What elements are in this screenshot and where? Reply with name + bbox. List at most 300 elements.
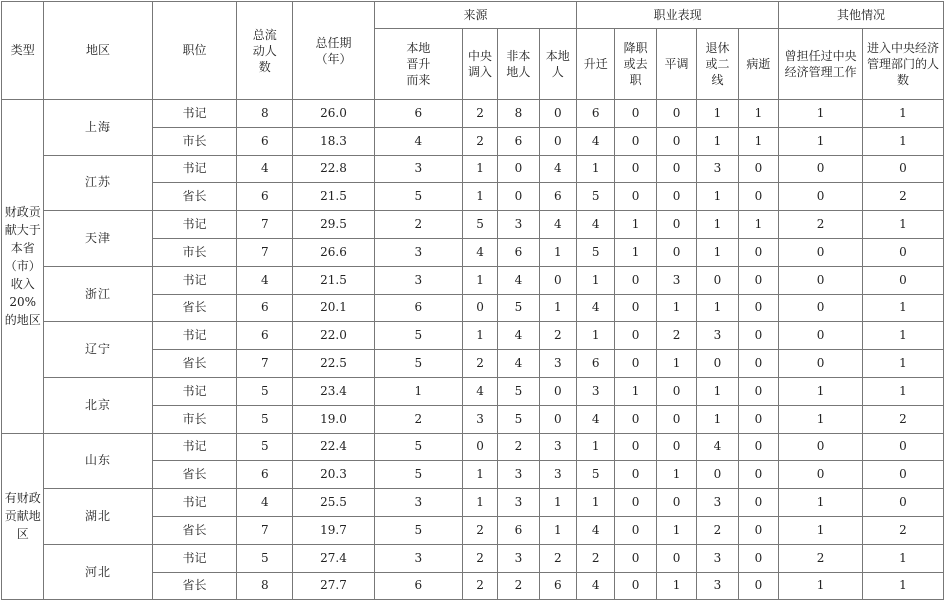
data-cell: 2 [697,516,738,544]
region-cell: 北京 [44,377,152,433]
position-cell: 省长 [152,461,237,489]
data-cell: 22.4 [293,433,375,461]
data-cell: 1 [697,211,738,239]
to-central-econ-label: 进入中央经济管理部门的人数 [867,41,940,87]
data-cell: 0 [738,461,778,489]
data-cell: 4 [462,377,497,405]
data-cell: 0 [738,489,778,517]
data-cell: 0 [539,405,576,433]
data-cell: 0 [779,350,863,378]
data-cell: 0 [863,238,944,266]
data-cell: 19.7 [293,516,375,544]
data-cell: 0 [656,183,696,211]
data-cell: 1 [779,572,863,600]
col-header-retired [697,29,738,100]
position-cell: 书记 [152,377,237,405]
data-cell: 1 [462,155,497,183]
data-cell: 0 [462,294,497,322]
data-cell: 7 [237,238,293,266]
data-cell: 0 [615,572,656,600]
data-cell: 0 [615,266,656,294]
table-row [2,155,944,183]
data-cell: 4 [498,266,539,294]
data-cell: 2 [577,544,615,572]
data-cell: 1 [462,489,497,517]
data-cell: 3 [539,461,576,489]
data-cell: 3 [498,544,539,572]
data-cell: 21.5 [293,266,375,294]
position-cell: 市长 [152,238,237,266]
data-cell: 2 [462,516,497,544]
data-cell: 4 [577,294,615,322]
col-header-died [738,29,778,100]
data-cell: 0 [615,544,656,572]
data-cell: 6 [577,350,615,378]
data-cell: 1 [697,377,738,405]
data-cell: 1 [863,377,944,405]
data-cell: 4 [539,211,576,239]
data-cell: 1 [462,322,497,350]
data-cell: 4 [539,155,576,183]
data-cell: 0 [738,405,778,433]
data-cell: 0 [498,183,539,211]
table-row [2,433,944,461]
total-mobile-label: 总流动人数 [252,27,277,74]
data-cell: 6 [237,127,293,155]
data-cell: 5 [237,405,293,433]
data-cell: 0 [863,489,944,517]
data-cell: 0 [738,294,778,322]
data-cell: 20.3 [293,461,375,489]
data-cell: 1 [656,350,696,378]
type-label: 有财政贡献地区 [4,491,41,542]
data-cell: 0 [615,100,656,128]
data-cell: 1 [539,516,576,544]
data-cell: 0 [738,183,778,211]
data-cell: 5 [374,461,462,489]
data-cell: 7 [237,516,293,544]
data-cell: 4 [577,405,615,433]
data-cell: 4 [237,489,293,517]
data-cell: 2 [539,544,576,572]
position-cell: 书记 [152,266,237,294]
data-cell: 1 [697,183,738,211]
position-cell: 市长 [152,405,237,433]
data-cell: 0 [697,350,738,378]
data-cell: 3 [697,489,738,517]
position-cell: 省长 [152,516,237,544]
region-cell: 辽宁 [44,322,152,378]
type-cell [2,433,44,600]
data-cell: 6 [539,572,576,600]
data-cell: 6 [237,183,293,211]
data-cell: 6 [374,100,462,128]
data-cell: 5 [237,377,293,405]
data-cell: 0 [656,544,696,572]
data-cell: 2 [779,544,863,572]
data-cell: 4 [374,127,462,155]
data-cell: 2 [462,100,497,128]
data-cell: 6 [539,183,576,211]
data-cell: 3 [374,544,462,572]
data-cell: 0 [539,377,576,405]
data-cell: 27.4 [293,544,375,572]
data-cell: 5 [577,183,615,211]
position-cell: 书记 [152,211,237,239]
data-cell: 0 [697,266,738,294]
data-cell: 0 [656,433,696,461]
data-cell: 3 [539,433,576,461]
data-cell: 0 [615,405,656,433]
data-cell: 3 [539,350,576,378]
region-cell: 河北 [44,544,152,600]
position-cell: 书记 [152,322,237,350]
region-cell: 天津 [44,211,152,267]
data-cell: 2 [462,544,497,572]
position-cell: 书记 [152,544,237,572]
data-cell: 1 [738,127,778,155]
data-cell: 2 [374,405,462,433]
data-cell: 5 [498,377,539,405]
col-header-lateral [656,29,696,100]
data-cell: 2 [462,350,497,378]
data-cell: 4 [462,238,497,266]
data-cell: 3 [374,489,462,517]
data-cell: 5 [374,322,462,350]
data-cell: 1 [779,127,863,155]
data-cell: 1 [697,100,738,128]
data-cell: 0 [697,461,738,489]
data-cell: 7 [237,350,293,378]
col-header-nonlocal [498,29,539,100]
col-header-central [462,29,497,100]
data-cell: 1 [863,211,944,239]
data-cell: 1 [539,489,576,517]
died-label: 病逝 [746,57,771,71]
data-cell: 0 [738,377,778,405]
data-cell: 1 [656,516,696,544]
data-cell: 6 [237,322,293,350]
data-cell: 8 [237,572,293,600]
data-cell: 5 [237,433,293,461]
data-cell: 0 [462,433,497,461]
data-cell: 6 [498,127,539,155]
data-cell: 2 [539,322,576,350]
region-cell: 浙江 [44,266,152,322]
data-cell: 4 [577,572,615,600]
data-cell: 1 [863,572,944,600]
data-cell: 0 [615,433,656,461]
data-cell: 1 [577,489,615,517]
data-cell: 1 [462,183,497,211]
data-cell: 0 [863,266,944,294]
data-cell: 3 [498,211,539,239]
col-header-demoted [615,29,656,100]
data-cell: 1 [697,294,738,322]
official-mobility-table [1,1,944,600]
data-cell: 0 [656,405,696,433]
data-cell: 1 [779,516,863,544]
data-cell: 0 [539,100,576,128]
data-cell: 3 [656,266,696,294]
data-cell: 29.5 [293,211,375,239]
group-header-career: 职业表现 [577,2,779,29]
data-cell: 2 [462,127,497,155]
data-cell: 1 [615,211,656,239]
data-cell: 8 [237,100,293,128]
table-row [2,100,944,128]
position-cell: 书记 [152,433,237,461]
group-header-other: 其他情况 [779,2,944,29]
data-cell: 4 [498,322,539,350]
data-cell: 6 [374,294,462,322]
data-cell: 2 [374,211,462,239]
data-cell: 0 [656,377,696,405]
table-row [2,211,944,239]
type-label: 财政贡献大于本省（市）收入20%的地区 [4,205,41,328]
data-cell: 3 [498,489,539,517]
position-cell: 书记 [152,155,237,183]
data-cell: 0 [738,433,778,461]
region-cell: 山东 [44,433,152,489]
data-cell: 5 [577,461,615,489]
data-cell: 4 [498,350,539,378]
data-cell: 5 [498,294,539,322]
central-econ-label: 曾担任过中央经济管理工作 [784,49,857,79]
data-cell: 0 [498,155,539,183]
position-cell: 书记 [152,489,237,517]
data-cell: 1 [779,377,863,405]
data-cell: 0 [779,294,863,322]
data-cell: 1 [462,461,497,489]
data-cell: 1 [577,155,615,183]
data-cell: 1 [656,294,696,322]
data-cell: 8 [498,100,539,128]
data-cell: 5 [237,544,293,572]
col-header-central-econ [779,29,863,100]
data-cell: 0 [779,238,863,266]
data-cell: 1 [577,322,615,350]
data-cell: 3 [374,155,462,183]
table-body [2,100,944,600]
data-cell: 1 [863,294,944,322]
data-cell: 0 [779,433,863,461]
central-label: 中央调入 [467,49,492,79]
table-row [2,322,944,350]
data-cell: 3 [697,572,738,600]
data-cell: 1 [656,461,696,489]
col-header-total-mobile [237,2,293,100]
header-row-1 [2,2,944,29]
data-cell: 6 [577,100,615,128]
data-cell: 1 [374,377,462,405]
data-cell: 0 [738,544,778,572]
data-cell: 3 [462,405,497,433]
local-promote-label: 本地晋升而来 [406,41,431,87]
region-cell: 江苏 [44,155,152,211]
data-cell: 0 [738,238,778,266]
data-cell: 3 [697,544,738,572]
table-row [2,266,944,294]
data-cell: 0 [615,516,656,544]
col-header-region: 地区 [44,2,152,100]
promotion-label: 升迁 [583,57,608,71]
data-cell: 0 [863,461,944,489]
data-cell: 4 [577,127,615,155]
data-cell: 1 [697,127,738,155]
data-cell: 0 [615,461,656,489]
data-cell: 0 [738,350,778,378]
data-cell: 19.0 [293,405,375,433]
data-cell: 6 [374,572,462,600]
col-header-type: 类型 [2,2,44,100]
data-cell: 18.3 [293,127,375,155]
data-cell: 1 [462,266,497,294]
data-cell: 1 [779,489,863,517]
data-cell: 6 [498,516,539,544]
data-cell: 0 [615,350,656,378]
col-header-total-term [293,2,375,100]
data-cell: 0 [615,322,656,350]
data-cell: 1 [656,572,696,600]
data-cell: 5 [577,238,615,266]
data-cell: 2 [863,183,944,211]
data-cell: 0 [779,183,863,211]
data-cell: 1 [738,211,778,239]
data-cell: 1 [863,100,944,128]
data-cell: 2 [863,516,944,544]
data-cell: 2 [863,405,944,433]
region-cell: 湖北 [44,489,152,545]
data-cell: 4 [237,266,293,294]
data-cell: 4 [237,155,293,183]
local-person-label: 本地人 [545,49,570,79]
data-cell: 20.1 [293,294,375,322]
data-cell: 23.4 [293,377,375,405]
data-cell: 0 [738,155,778,183]
data-cell: 27.7 [293,572,375,600]
col-header-to-central-econ [863,29,944,100]
data-cell: 5 [374,433,462,461]
data-cell: 5 [462,211,497,239]
data-cell: 1 [738,100,778,128]
data-cell: 4 [697,433,738,461]
data-cell: 1 [697,238,738,266]
data-cell: 21.5 [293,183,375,211]
data-cell: 0 [779,155,863,183]
data-cell: 1 [577,266,615,294]
lateral-label: 平调 [664,57,689,71]
data-cell: 1 [863,127,944,155]
data-cell: 0 [615,155,656,183]
col-header-promotion [577,29,615,100]
data-cell: 0 [779,461,863,489]
position-cell: 省长 [152,350,237,378]
data-cell: 5 [374,350,462,378]
data-cell: 0 [615,183,656,211]
data-cell: 1 [779,100,863,128]
data-cell: 3 [697,322,738,350]
data-cell: 3 [697,155,738,183]
data-cell: 1 [863,322,944,350]
data-cell: 1 [863,544,944,572]
table-row [2,544,944,572]
total-term-label: 总任期（年） [315,35,352,66]
data-cell: 1 [779,405,863,433]
data-cell: 0 [738,322,778,350]
data-cell: 1 [539,294,576,322]
data-cell: 6 [237,294,293,322]
data-cell: 5 [498,405,539,433]
data-cell: 1 [615,238,656,266]
data-cell: 1 [577,433,615,461]
data-cell: 3 [498,461,539,489]
data-cell: 0 [738,516,778,544]
data-cell: 0 [656,489,696,517]
data-cell: 2 [779,211,863,239]
data-cell: 0 [539,127,576,155]
data-cell: 7 [237,211,293,239]
table-row [2,377,944,405]
region-cell: 上海 [44,100,152,156]
data-cell: 1 [539,238,576,266]
data-cell: 26.0 [293,100,375,128]
data-cell: 1 [697,405,738,433]
data-cell: 0 [615,127,656,155]
data-cell: 2 [656,322,696,350]
type-cell [2,100,44,434]
group-header-source: 来源 [374,2,576,29]
data-cell: 0 [863,433,944,461]
demoted-label: 降职或去职 [623,41,648,87]
position-cell: 省长 [152,183,237,211]
position-cell: 市长 [152,127,237,155]
data-cell: 0 [738,266,778,294]
data-cell: 22.8 [293,155,375,183]
data-cell: 0 [656,127,696,155]
data-cell: 26.6 [293,238,375,266]
data-cell: 0 [779,322,863,350]
data-cell: 0 [615,489,656,517]
data-cell: 2 [498,572,539,600]
data-cell: 0 [656,211,696,239]
data-cell: 4 [577,516,615,544]
data-cell: 3 [374,238,462,266]
data-cell: 3 [374,266,462,294]
col-header-position: 职位 [152,2,237,100]
retired-label: 退休或二线 [705,41,730,87]
position-cell: 书记 [152,100,237,128]
data-cell: 2 [498,433,539,461]
col-header-local-person [539,29,576,100]
data-cell: 0 [656,100,696,128]
data-cell: 0 [779,266,863,294]
col-header-local-promote [374,29,462,100]
data-cell: 3 [577,377,615,405]
position-cell: 省长 [152,572,237,600]
data-cell: 22.0 [293,322,375,350]
data-cell: 2 [462,572,497,600]
position-cell: 省长 [152,294,237,322]
data-cell: 1 [615,377,656,405]
data-cell: 6 [498,238,539,266]
data-cell: 0 [863,155,944,183]
data-cell: 5 [374,183,462,211]
data-cell: 6 [237,461,293,489]
table-row [2,489,944,517]
data-cell: 25.5 [293,489,375,517]
data-cell: 0 [539,266,576,294]
